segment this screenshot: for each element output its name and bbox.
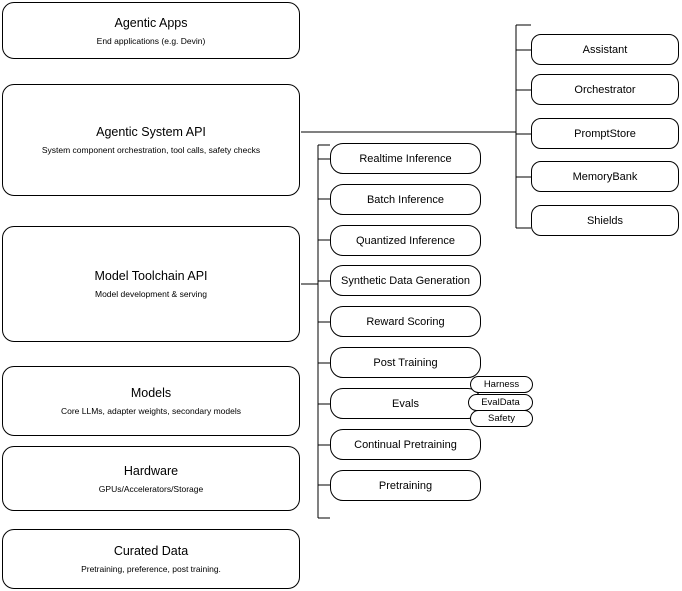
subcomponent-harness[interactable] xyxy=(470,376,533,393)
component-reward-scoring[interactable] xyxy=(330,306,481,337)
component-label: Pretraining xyxy=(378,479,433,492)
layer-title: Agentic System API xyxy=(96,125,206,139)
component-label: Reward Scoring xyxy=(366,315,445,328)
layer-agentic-apps[interactable] xyxy=(2,2,300,59)
subcomponent-label: Safety xyxy=(488,413,515,424)
subcomponent-safety[interactable] xyxy=(470,410,533,427)
layer-agentic-system-api[interactable] xyxy=(2,84,300,196)
component-orchestrator[interactable] xyxy=(531,74,679,105)
component-label: Quantized Inference xyxy=(355,234,456,247)
layer-subtitle: End applications (e.g. Devin) xyxy=(96,35,206,46)
component-label: Orchestrator xyxy=(574,83,636,96)
component-pretraining[interactable] xyxy=(330,470,481,501)
layer-title: Hardware xyxy=(123,463,179,478)
layer-title: Models xyxy=(130,386,172,400)
component-evals[interactable] xyxy=(330,388,481,419)
component-promptstore[interactable] xyxy=(531,118,679,149)
component-label: PromptStore xyxy=(574,127,636,140)
layer-title: Curated Data xyxy=(113,544,189,558)
layer-subtitle: GPUs/Accelerators/Storage xyxy=(98,483,204,494)
component-post-training[interactable] xyxy=(330,347,481,378)
component-label: Synthetic Data Generation xyxy=(340,274,471,287)
component-label: Evals xyxy=(392,397,419,410)
layer-subtitle: Model development & serving xyxy=(95,289,207,299)
component-quantized-inference[interactable] xyxy=(330,225,481,256)
component-synthetic-data-generation[interactable] xyxy=(330,265,481,296)
component-memorybank[interactable] xyxy=(531,161,679,192)
component-realtime-inference[interactable] xyxy=(330,143,481,174)
layer-hardware[interactable] xyxy=(2,446,300,511)
component-continual-pretraining[interactable] xyxy=(330,429,481,460)
component-label: Post Training xyxy=(373,356,438,369)
layer-title: Model Toolchain API xyxy=(94,269,208,283)
layer-models[interactable] xyxy=(2,366,300,436)
layer-subtitle: Pretraining, preference, post training. xyxy=(81,564,221,574)
layer-title: Agentic Apps xyxy=(114,15,188,30)
subcomponent-label: EvalData xyxy=(481,397,520,408)
component-label: Assistant xyxy=(582,43,628,56)
component-shields[interactable] xyxy=(531,205,679,236)
component-label: Continual Pretraining xyxy=(354,438,457,451)
layer-subtitle: System component orchestration, tool calls, safety checks xyxy=(41,145,261,155)
component-label: Shields xyxy=(586,214,624,227)
layer-subtitle: Core LLMs, adapter weights, secondary models xyxy=(60,406,241,416)
subcomponent-label: Harness xyxy=(483,379,520,390)
component-label: Realtime Inference xyxy=(359,152,452,165)
layer-curated-data[interactable] xyxy=(2,529,300,589)
component-label: MemoryBank xyxy=(572,170,638,183)
component-batch-inference[interactable] xyxy=(330,184,481,215)
subcomponent-evaldata[interactable] xyxy=(468,394,533,411)
component-label: Batch Inference xyxy=(366,193,445,206)
component-assistant[interactable] xyxy=(531,34,679,65)
layer-model-toolchain-api[interactable] xyxy=(2,226,300,342)
